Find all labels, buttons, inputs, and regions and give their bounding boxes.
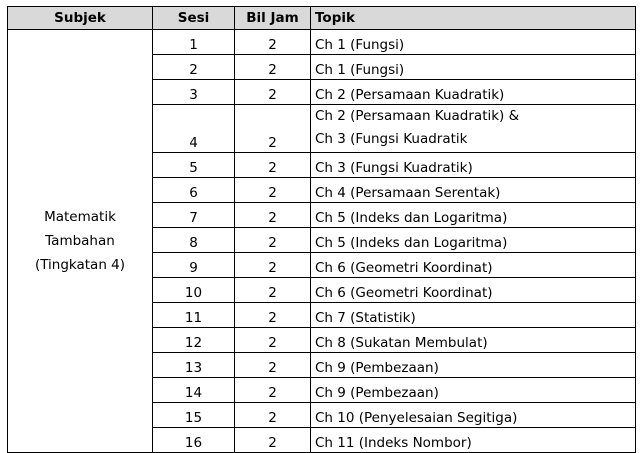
bil-jam-cell: 2: [235, 253, 311, 278]
subject-line-1: Matematik: [44, 209, 116, 225]
bil-jam-cell: 2: [235, 428, 311, 453]
schedule-table-container: [7, 6, 636, 453]
topik-cell: [311, 105, 636, 153]
sesi-cell: 5: [153, 153, 235, 178]
table-row: [8, 30, 636, 55]
header-sesi: Sesi: [153, 7, 235, 30]
bil-jam-cell: 2: [235, 178, 311, 203]
topik-cell: Ch 7 (Statistik): [311, 303, 636, 328]
sesi-cell: 12: [153, 328, 235, 353]
sesi-cell: 14: [153, 378, 235, 403]
sesi-cell: 6: [153, 178, 235, 203]
topik-cell: Ch 11 (Indeks Nombor): [311, 428, 636, 453]
topik-cell: Ch 1 (Fungsi): [311, 55, 636, 80]
sesi-cell: 4: [153, 105, 235, 153]
topik-cell: Ch 9 (Pembezaan): [311, 353, 636, 378]
topik-cell: Ch 5 (Indeks dan Logaritma): [311, 228, 636, 253]
sesi-cell: 3: [153, 80, 235, 105]
topik-line-1: Ch 2 (Persamaan Kuadratik) &: [315, 108, 520, 124]
header-bil-jam: Bil Jam: [235, 7, 311, 30]
topik-cell: Ch 2 (Persamaan Kuadratik): [311, 80, 636, 105]
bil-jam-cell: 2: [235, 328, 311, 353]
topik-cell: Ch 10 (Penyelesaian Segitiga): [311, 403, 636, 428]
topik-cell: Ch 6 (Geometri Koordinat): [311, 253, 636, 278]
subject-line-2: Tambahan: [45, 233, 115, 249]
bil-jam-cell: 2: [235, 203, 311, 228]
bil-jam-cell: 2: [235, 353, 311, 378]
topik-cell: Ch 6 (Geometri Koordinat): [311, 278, 636, 303]
topik-line-2: Ch 3 (Fungsi Kuadratik: [315, 131, 468, 147]
header-row: [8, 7, 636, 30]
sesi-cell: 7: [153, 203, 235, 228]
header-subjek: Subjek: [8, 7, 153, 30]
bil-jam-cell: 2: [235, 403, 311, 428]
bil-jam-cell: 2: [235, 105, 311, 153]
sesi-cell: 11: [153, 303, 235, 328]
subject-line-3: (Tingkatan 4): [34, 257, 126, 273]
topik-cell: Ch 8 (Sukatan Membulat): [311, 328, 636, 353]
sesi-cell: 1: [153, 30, 235, 55]
bil-jam-cell: 2: [235, 30, 311, 55]
header-topik: Topik: [311, 7, 636, 30]
topik-cell: Ch 1 (Fungsi): [311, 30, 636, 55]
bil-jam-cell: 2: [235, 55, 311, 80]
sesi-cell: 16: [153, 428, 235, 453]
bil-jam-cell: 2: [235, 278, 311, 303]
bil-jam-cell: 2: [235, 378, 311, 403]
sesi-cell: 9: [153, 253, 235, 278]
sesi-cell: 13: [153, 353, 235, 378]
sesi-cell: 15: [153, 403, 235, 428]
topik-cell: Ch 5 (Indeks dan Logaritma): [311, 203, 636, 228]
schedule-table: [7, 6, 636, 453]
bil-jam-cell: 2: [235, 153, 311, 178]
topik-cell: Ch 3 (Fungsi Kuadratik): [311, 153, 636, 178]
sesi-cell: 8: [153, 228, 235, 253]
topik-cell: Ch 4 (Persamaan Serentak): [311, 178, 636, 203]
bil-jam-cell: 2: [235, 228, 311, 253]
topik-cell: Ch 9 (Pembezaan): [311, 378, 636, 403]
sesi-cell: 2: [153, 55, 235, 80]
subject-cell: [8, 30, 153, 453]
bil-jam-cell: 2: [235, 303, 311, 328]
sesi-cell: 10: [153, 278, 235, 303]
bil-jam-cell: 2: [235, 80, 311, 105]
